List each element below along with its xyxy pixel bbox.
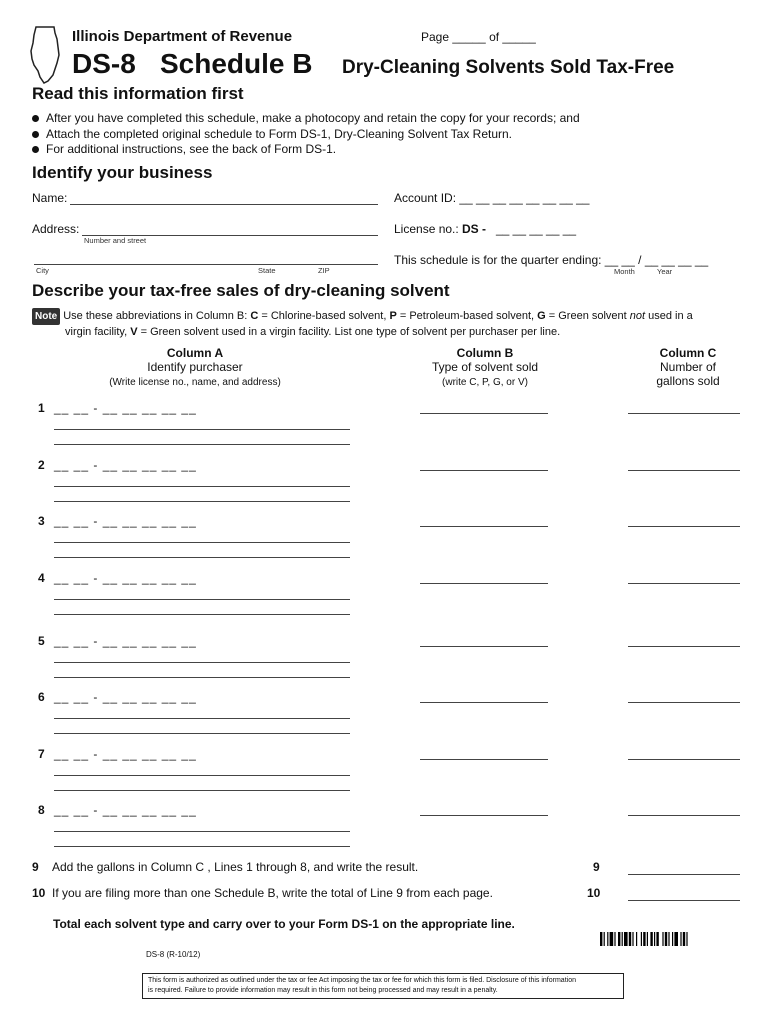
row-number: 4: [38, 571, 45, 585]
purchaser-name-address-field[interactable]: [54, 831, 350, 832]
purchaser-license-field[interactable]: __ __ - __ __ __ __ __: [54, 401, 197, 415]
solvent-type-field[interactable]: [420, 702, 548, 703]
bullet-item: Attach the completed original schedule to Form DS-1, Dry-Cleaning Solvent Tax Return.: [32, 127, 580, 143]
purchaser-name-address-field[interactable]: [54, 846, 350, 847]
page-number-field[interactable]: Page _____ of _____: [421, 30, 536, 44]
form-number: DS-8: [72, 48, 136, 79]
bullet-item: For additional instructions, see the back of Form DS-1.: [32, 142, 580, 158]
purchaser-license-field[interactable]: __ __ - __ __ __ __ __: [54, 634, 197, 648]
zip-sublabel: ZIP: [318, 266, 330, 275]
bullet-icon: [32, 131, 39, 138]
form-title: Dry-Cleaning Solvents Sold Tax-Free: [342, 57, 675, 78]
purchaser-license-field[interactable]: __ __ - __ __ __ __ __: [54, 458, 197, 472]
solvent-type-field[interactable]: [420, 413, 548, 414]
license-label: License no.:: [394, 222, 459, 236]
gallons-sold-field[interactable]: [628, 646, 740, 647]
describe-section-title: Describe your tax-free sales of dry-cleaning solvent: [32, 281, 450, 300]
barcode-icon: [600, 932, 740, 946]
gallons-sold-field[interactable]: [628, 526, 740, 527]
purchaser-name-address-field[interactable]: [54, 429, 350, 430]
purchaser-name-address-field[interactable]: [54, 790, 350, 791]
city-state-zip-field[interactable]: [34, 264, 378, 265]
gallons-sold-field[interactable]: [628, 759, 740, 760]
row-number: 7: [38, 747, 45, 761]
agency-name: Illinois Department of Revenue: [72, 28, 293, 45]
line-9: 9 Add the gallons in Column C , Lines 1 through 8, and write the result.: [32, 860, 419, 874]
purchaser-name-address-field[interactable]: [54, 501, 350, 502]
solvent-type-field[interactable]: [420, 646, 548, 647]
gallons-sold-field[interactable]: [628, 583, 740, 584]
row-number: 1: [38, 401, 45, 415]
identify-section-title: Identify your business: [32, 163, 213, 182]
purchaser-name-address-field[interactable]: [54, 486, 350, 487]
purchaser-license-field[interactable]: __ __ - __ __ __ __ __: [54, 747, 197, 761]
solvent-type-field[interactable]: [420, 759, 548, 760]
solvent-type-field[interactable]: [420, 526, 548, 527]
purchaser-name-address-field[interactable]: [54, 718, 350, 719]
month-sublabel: Month: [614, 267, 635, 276]
license-prefix: DS -: [462, 222, 486, 236]
purchaser-name-address-field[interactable]: [54, 677, 350, 678]
column-b-header: Column B Type of solvent sold (write C, P, G, or V): [431, 346, 539, 388]
purchaser-name-address-field[interactable]: [54, 662, 350, 663]
license-number-field[interactable]: __ __ __ __ __: [496, 222, 577, 236]
bullet-icon: [32, 115, 39, 122]
bullet-icon: [32, 146, 39, 153]
solvent-type-field[interactable]: [420, 470, 548, 471]
row-number: 3: [38, 514, 45, 528]
column-c-header: Column C Number of gallons sold: [656, 346, 720, 388]
abbreviation-note: Note Use these abbreviations in Column B: C = Chlorine-based solvent, P = Petroleum-based solvent, G = Green solvent not used in a virgin facility, V = Green solvent used in a virgin facility. List one type of solvent per purchaser per line.: [32, 308, 732, 340]
line-9-right-number: 9: [593, 860, 600, 874]
solvent-type-field[interactable]: [420, 583, 548, 584]
city-sublabel: City: [36, 266, 49, 275]
carry-over-note: Total each solvent type and carry over to your Form DS-1 on the appropriate line.: [53, 917, 515, 931]
name-field[interactable]: [70, 204, 378, 205]
purchaser-name-address-field[interactable]: [54, 542, 350, 543]
address-label: Address:: [32, 222, 80, 236]
purchaser-name-address-field[interactable]: [54, 557, 350, 558]
state-sublabel: State: [258, 266, 276, 275]
gallons-sold-field[interactable]: [628, 702, 740, 703]
line-10-total-field[interactable]: [628, 900, 740, 901]
purchaser-name-address-field[interactable]: [54, 775, 350, 776]
purchaser-license-field[interactable]: __ __ - __ __ __ __ __: [54, 690, 197, 704]
purchaser-name-address-field[interactable]: [54, 444, 350, 445]
gallons-sold-field[interactable]: [628, 815, 740, 816]
quarter-ending-field[interactable]: This schedule is for the quarter ending: __ __ / __ __ __ __: [394, 253, 709, 267]
purchaser-name-address-field[interactable]: [54, 599, 350, 600]
name-label: Name:: [32, 191, 68, 205]
row-number: 8: [38, 803, 45, 817]
read-section-title: Read this information first: [32, 84, 244, 103]
schedule-label: Schedule B: [160, 48, 313, 79]
form-revision: DS-8 (R-10/12): [146, 950, 201, 959]
purchaser-license-field[interactable]: __ __ - __ __ __ __ __: [54, 571, 197, 585]
illinois-state-outline-icon: [28, 25, 62, 85]
column-a-header: Column A Identify purchaser (Write license no., name, and address): [109, 346, 281, 388]
row-number: 5: [38, 634, 45, 648]
year-sublabel: Year: [657, 267, 673, 276]
purchaser-name-address-field[interactable]: [54, 733, 350, 734]
line-10: 10 If you are filing more than one Schedule B, write the total of Line 9 from each page.: [32, 886, 493, 900]
solvent-type-field[interactable]: [420, 815, 548, 816]
disclaimer-box: This form is authorized as outlined under the tax or fee Act imposing the tax or fee for which this form is filed. Disclosure of this information is required. Failure to provide information may result in this form not being processed and may result in a penalty.: [142, 973, 624, 999]
line-9-total-field[interactable]: [628, 874, 740, 875]
purchaser-name-address-field[interactable]: [54, 614, 350, 615]
read-bullets: [32, 111, 580, 158]
purchaser-license-field[interactable]: __ __ - __ __ __ __ __: [54, 514, 197, 528]
gallons-sold-field[interactable]: [628, 470, 740, 471]
purchaser-license-field[interactable]: __ __ - __ __ __ __ __: [54, 803, 197, 817]
gallons-sold-field[interactable]: [628, 413, 740, 414]
row-number: 2: [38, 458, 45, 472]
account-id-field[interactable]: Account ID: __ __ __ __ __ __ __ __: [394, 191, 590, 205]
address-sublabel: Number and street: [84, 236, 147, 245]
note-icon: Note: [32, 308, 60, 325]
line-10-right-number: 10: [587, 886, 601, 900]
row-number: 6: [38, 690, 45, 704]
bullet-item: After you have completed this schedule, make a photocopy and retain the copy for your records; and: [32, 111, 580, 127]
